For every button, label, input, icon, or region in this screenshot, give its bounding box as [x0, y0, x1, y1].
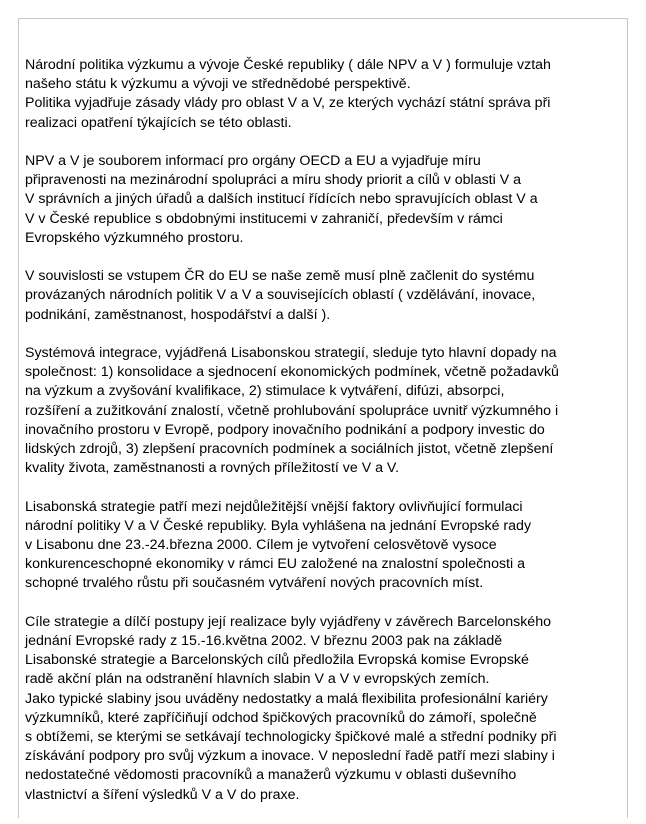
paragraph-oecd-eu: NPV a V je souborem informací pro orgány OECD a EU a vyjadřuje míru připravenosti na mezinárodní spolupráci a míru shody priorit a cílů v oblasti V a V správních a jiných úřadů a dalších institucí řídících nebo spravujících oblast V a V v České republice s obdobnými institucemi v zahraničí, především v rámci Evropského výzkumného prostoru.: [25, 153, 538, 246]
paragraph-lisbon-integration: Systémová integrace, vyjádřená Lisabonskou strategií, sleduje tyto hlavní dopady na společnost: 1) konsolidace a sjednocení ekonomických podmínek, včetně požadavků na výzkum a zvyšování kvalifikace, 2) stimulace k vytváření, difúzi, absorpci, rozšíření a zužitkování znalostí, včetně prohlubování spolupráce uvnitř výzkumného i inovačního prostoru v Evropě, podpory inovačního podnikání a podpory investic do lidských zdrojů, 3) zlepšení pracovních podmínek a sociálních jistot, včetně zlepšení kvality života, zaměstnanosti a rovných příležitostí ve V a V.: [25, 345, 559, 477]
paragraph-eu-integration: V souvislosti se vstupem ČR do EU se naše země musí plně začlenit do systému provázaných národních politik V a V a souvisejících oblastí ( vzdělávání, inovace, podnikání, zaměstnanost, hospodářství a další ).: [25, 268, 536, 323]
paragraph-npv-definition: Národní politika výzkumu a vývoje České republiky ( dále NPV a V ) formuluje vztah našeho státu k výzkumu a vývoji ve střednědobé perspektivě. Politika vyjadřuje zásady vlády pro oblast V a V, ze kterých vychází státní správa při realizaci opatření týkajících se této oblasti.: [25, 57, 551, 131]
paragraph-lisbon-strategy: Lisabonská strategie patří mezi nejdůležitější vnější faktory ovlivňující formulaci národní politiky V a V České republiky. Byla vyhlášena na jednání Evropské rady v Lisabonu dne 23.-24.března 2000. Cílem je vytvoření celosvětově vysoce konkurenceschopné ekonomiky v rámci EU založené na znalostní společnosti a schopné trvalého růstu při současném vytváření nových pracovních míst.: [25, 498, 532, 592]
document-page: [18, 18, 628, 818]
paragraph-barcelona-goals: Cíle strategie a dílčí postupy její realizace byly vyjádřeny v závěrech Barcelonského jednání Evropské rady z 15.-16.května 2002. V březnu 2003 pak na základě Lisabonské strategie a Barcelonských cílů předložila Evropská komise Evropské radě akční plán na odstranění hlavních slabin V a V v evropských zemích. Jako typické slabiny jsou uváděny nedostatky a malá flexibilita profesionální kariéry výzkumníků, které zapříčiňují odchod špičkových pracovníků do zámoří, společně s obtížemi, se kterými se setkávají technologicky špičkové malé a střední podniky při získávání podpory pro svůj výzkum a inovace. V neposlední řadě patří mezi slabiny i nedostatečné vědomosti pracovníků a manažerů výzkumu v oblasti duševního vlastnictví a šíření výsledků V a V do praxe.: [25, 613, 557, 803]
document-body: [25, 56, 631, 824]
